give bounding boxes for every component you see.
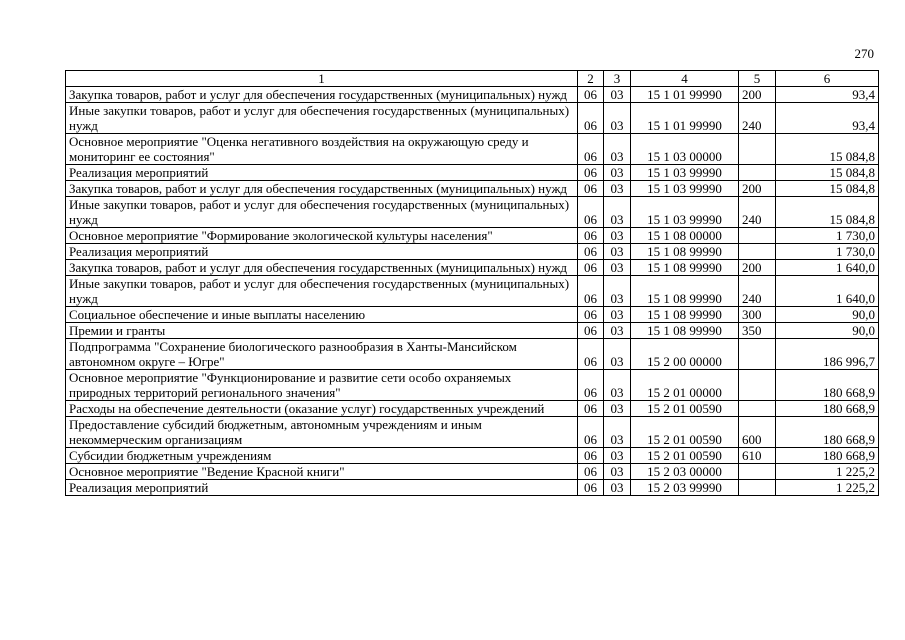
table-row [66, 480, 879, 496]
row-subsection: 03 [604, 401, 631, 417]
row-expense-type: 240 [739, 197, 776, 228]
row-expense-type [739, 464, 776, 480]
header-col-4: 4 [631, 71, 739, 87]
table-row [66, 417, 879, 448]
row-name: Закупка товаров, работ и услуг для обеспечения государственных (муниципальных) нужд [66, 87, 578, 103]
row-section: 06 [578, 103, 604, 134]
page-number: 270 [854, 46, 874, 61]
table-row [66, 307, 879, 323]
row-amount: 1 225,2 [776, 480, 879, 496]
row-target-code: 15 1 08 99990 [631, 307, 739, 323]
row-subsection: 03 [604, 87, 631, 103]
row-expense-type: 600 [739, 417, 776, 448]
row-target-code: 15 1 08 99990 [631, 244, 739, 260]
row-amount: 1 225,2 [776, 464, 879, 480]
row-expense-type [739, 339, 776, 370]
row-amount: 180 668,9 [776, 401, 879, 417]
table-row [66, 87, 879, 103]
budget-table [65, 70, 879, 496]
table-row [66, 323, 879, 339]
row-section: 06 [578, 197, 604, 228]
header-col-5: 5 [739, 71, 776, 87]
row-target-code: 15 1 03 99990 [631, 181, 739, 197]
row-expense-type: 240 [739, 276, 776, 307]
table-row [66, 181, 879, 197]
row-amount: 15 084,8 [776, 134, 879, 165]
row-expense-type: 240 [739, 103, 776, 134]
row-amount: 90,0 [776, 323, 879, 339]
table-row [66, 197, 879, 228]
row-target-code: 15 1 03 00000 [631, 134, 739, 165]
row-name: Основное мероприятие "Функционирование и развитие сети особо охраняемых природных территорий регионального значения" [66, 370, 578, 401]
row-target-code: 15 2 00 00000 [631, 339, 739, 370]
table-row [66, 401, 879, 417]
row-target-code: 15 2 01 00590 [631, 401, 739, 417]
row-subsection: 03 [604, 323, 631, 339]
row-section: 06 [578, 165, 604, 181]
row-amount: 186 996,7 [776, 339, 879, 370]
table-row [66, 244, 879, 260]
row-subsection: 03 [604, 244, 631, 260]
row-name: Реализация мероприятий [66, 244, 578, 260]
table-row [66, 134, 879, 165]
row-subsection: 03 [604, 276, 631, 307]
row-amount: 15 084,8 [776, 181, 879, 197]
row-section: 06 [578, 339, 604, 370]
row-expense-type: 200 [739, 260, 776, 276]
row-section: 06 [578, 307, 604, 323]
row-subsection: 03 [604, 260, 631, 276]
header-row [66, 71, 879, 87]
row-expense-type [739, 134, 776, 165]
row-subsection: 03 [604, 228, 631, 244]
row-expense-type [739, 370, 776, 401]
row-expense-type: 200 [739, 181, 776, 197]
row-name: Основное мероприятие "Ведение Красной книги" [66, 464, 578, 480]
row-amount: 180 668,9 [776, 417, 879, 448]
row-expense-type [739, 401, 776, 417]
row-amount: 1 730,0 [776, 228, 879, 244]
row-amount: 180 668,9 [776, 448, 879, 464]
table-row [66, 260, 879, 276]
table-row [66, 370, 879, 401]
row-target-code: 15 1 03 99990 [631, 197, 739, 228]
row-section: 06 [578, 244, 604, 260]
row-name: Предоставление субсидий бюджетным, автономным учреждениям и иным некоммерческим организациям [66, 417, 578, 448]
row-section: 06 [578, 134, 604, 165]
row-subsection: 03 [604, 165, 631, 181]
row-name: Закупка товаров, работ и услуг для обеспечения государственных (муниципальных) нужд [66, 260, 578, 276]
row-name: Расходы на обеспечение деятельности (оказание услуг) государственных учреждений [66, 401, 578, 417]
row-amount: 15 084,8 [776, 197, 879, 228]
row-name: Реализация мероприятий [66, 480, 578, 496]
row-amount: 93,4 [776, 87, 879, 103]
row-name: Премии и гранты [66, 323, 578, 339]
row-name: Иные закупки товаров, работ и услуг для обеспечения государственных (муниципальных) нужд [66, 197, 578, 228]
row-name: Субсидии бюджетным учреждениям [66, 448, 578, 464]
row-subsection: 03 [604, 181, 631, 197]
table-row [66, 464, 879, 480]
row-expense-type [739, 480, 776, 496]
row-expense-type: 610 [739, 448, 776, 464]
row-subsection: 03 [604, 480, 631, 496]
row-subsection: 03 [604, 197, 631, 228]
row-section: 06 [578, 448, 604, 464]
row-expense-type [739, 244, 776, 260]
table-row [66, 228, 879, 244]
row-amount: 1 640,0 [776, 260, 879, 276]
row-expense-type [739, 165, 776, 181]
row-amount: 90,0 [776, 307, 879, 323]
header-col-3: 3 [604, 71, 631, 87]
table-row [66, 448, 879, 464]
row-section: 06 [578, 480, 604, 496]
row-name: Реализация мероприятий [66, 165, 578, 181]
row-subsection: 03 [604, 103, 631, 134]
row-amount: 1 640,0 [776, 276, 879, 307]
row-subsection: 03 [604, 448, 631, 464]
row-section: 06 [578, 323, 604, 339]
row-target-code: 15 2 03 00000 [631, 464, 739, 480]
row-target-code: 15 1 03 99990 [631, 165, 739, 181]
row-section: 06 [578, 370, 604, 401]
row-amount: 1 730,0 [776, 244, 879, 260]
row-expense-type: 200 [739, 87, 776, 103]
row-target-code: 15 2 01 00590 [631, 448, 739, 464]
row-subsection: 03 [604, 417, 631, 448]
row-section: 06 [578, 181, 604, 197]
row-section: 06 [578, 401, 604, 417]
row-name: Подпрограмма "Сохранение биологического разнообразия в Ханты-Мансийском автономном округе – Югре" [66, 339, 578, 370]
row-target-code: 15 2 03 99990 [631, 480, 739, 496]
row-name: Основное мероприятие "Оценка негативного воздействия на окружающую среду и мониторинг ее состояния" [66, 134, 578, 165]
row-name: Закупка товаров, работ и услуг для обеспечения государственных (муниципальных) нужд [66, 181, 578, 197]
row-subsection: 03 [604, 339, 631, 370]
row-name: Иные закупки товаров, работ и услуг для обеспечения государственных (муниципальных) нужд [66, 103, 578, 134]
row-target-code: 15 1 08 00000 [631, 228, 739, 244]
row-amount: 15 084,8 [776, 165, 879, 181]
table-body [66, 87, 879, 496]
row-target-code: 15 1 08 99990 [631, 260, 739, 276]
row-subsection: 03 [604, 307, 631, 323]
header-col-2: 2 [578, 71, 604, 87]
row-amount: 93,4 [776, 103, 879, 134]
row-expense-type [739, 228, 776, 244]
row-target-code: 15 2 01 00000 [631, 370, 739, 401]
header-col-1: 1 [66, 71, 578, 87]
row-section: 06 [578, 276, 604, 307]
row-expense-type: 350 [739, 323, 776, 339]
row-target-code: 15 1 08 99990 [631, 323, 739, 339]
table-row [66, 103, 879, 134]
row-target-code: 15 1 01 99990 [631, 87, 739, 103]
table-row [66, 339, 879, 370]
row-section: 06 [578, 228, 604, 244]
row-subsection: 03 [604, 370, 631, 401]
row-section: 06 [578, 260, 604, 276]
row-expense-type: 300 [739, 307, 776, 323]
row-subsection: 03 [604, 464, 631, 480]
row-amount: 180 668,9 [776, 370, 879, 401]
row-name: Социальное обеспечение и иные выплаты населению [66, 307, 578, 323]
row-name: Иные закупки товаров, работ и услуг для обеспечения государственных (муниципальных) нужд [66, 276, 578, 307]
row-name: Основное мероприятие "Формирование экологической культуры населения" [66, 228, 578, 244]
row-section: 06 [578, 417, 604, 448]
row-section: 06 [578, 87, 604, 103]
table-row [66, 165, 879, 181]
row-target-code: 15 1 01 99990 [631, 103, 739, 134]
row-target-code: 15 1 08 99990 [631, 276, 739, 307]
row-target-code: 15 2 01 00590 [631, 417, 739, 448]
row-section: 06 [578, 464, 604, 480]
header-col-6: 6 [776, 71, 879, 87]
table-row [66, 276, 879, 307]
row-subsection: 03 [604, 134, 631, 165]
